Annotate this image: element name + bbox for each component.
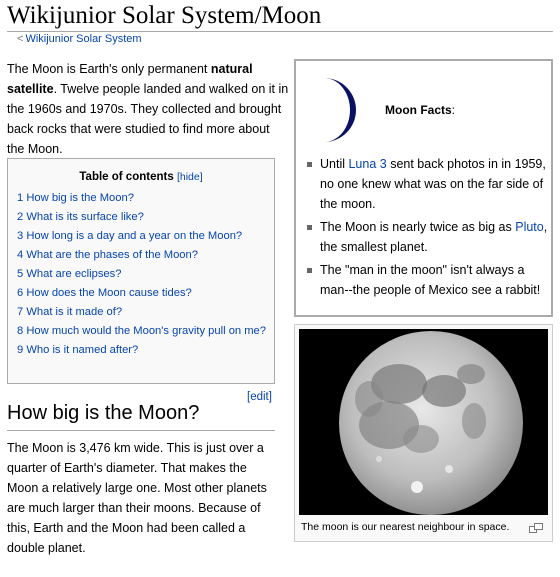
- fact-text: , the smallest planet.: [320, 220, 548, 254]
- toc-item-tides[interactable]: 6 How does the Moon cause tides?: [17, 287, 192, 299]
- table-of-contents: [7, 158, 275, 384]
- toc-item-gravity[interactable]: 8 How much would the Moon's gravity pull on me?: [17, 325, 267, 337]
- moon-photo[interactable]: [299, 329, 548, 515]
- toc-item-size[interactable]: 1 How big is the Moon?: [17, 192, 134, 204]
- moon-facts-list: [306, 154, 552, 303]
- moon-photo-graphic: [299, 329, 548, 515]
- enlarge-icon[interactable]: [529, 523, 543, 533]
- fact-text: The Moon is nearly twice as big as: [320, 220, 516, 234]
- toc-item-day-year[interactable]: 3 How long is a day and a year on the Moon?: [17, 230, 243, 242]
- intro-text-end: . Twelve people landed and walked on it in the 1960s and 1970s. They collected and brought back rocks that were studied to find more about the Moon.: [7, 82, 289, 156]
- heading-divider: [7, 430, 275, 431]
- title-divider: [7, 31, 553, 32]
- section-paragraph: The Moon is 3,476 km wide. This is just over a quarter of Earth's diameter. That makes the Moon a relatively large one. Most other planets are much larger than their moons. Because of this, Earth and the Moon had been called a double planet.: [7, 441, 267, 555]
- section-heading: How big is the Moon?: [7, 402, 200, 424]
- toc-header: [8, 171, 274, 183]
- toc-item-composition[interactable]: 7 What is it made of?: [17, 306, 123, 318]
- pluto-link[interactable]: Pluto: [515, 220, 544, 234]
- fact-text: The "man in the moon" isn't always a man--the people of Mexico see a rabbit!: [320, 263, 541, 297]
- toc-item-surface[interactable]: 2 What is its surface like?: [17, 211, 144, 223]
- intro-text-start: The Moon is Earth's only permanent: [7, 62, 211, 76]
- moon-facts-colon: :: [451, 103, 456, 117]
- fact-item: [306, 260, 552, 300]
- toc-title: Table of contents: [79, 171, 174, 183]
- moon-facts-title: Moon Facts: [385, 103, 452, 117]
- moon-image-thumbnail: [294, 324, 553, 542]
- toc-item-eclipses[interactable]: 5 What are eclipses?: [17, 268, 122, 280]
- toc-list: [17, 189, 267, 360]
- bullet-icon: [307, 225, 312, 230]
- moon-facts-box: [294, 59, 553, 317]
- bullet-icon: [307, 268, 312, 273]
- fact-text: sent back photos in in 1959, no one knew what was on the far side of the moon.: [320, 157, 546, 211]
- bullet-icon: [307, 162, 312, 167]
- toc-item-name[interactable]: 9 Who is it named after?: [17, 344, 139, 356]
- natural-satellite-link[interactable]: natural satellite: [7, 62, 253, 96]
- breadcrumb-link[interactable]: Wikijunior Solar System: [25, 33, 142, 45]
- crescent-moon-icon: [314, 75, 370, 145]
- fact-text: Until: [320, 157, 349, 171]
- section-edit-link[interactable]: [edit]: [247, 391, 272, 403]
- luna-3-link[interactable]: Luna 3: [348, 157, 387, 171]
- intro-paragraph: [7, 59, 290, 159]
- toc-item-phases[interactable]: 4 What are the phases of the Moon?: [17, 249, 198, 261]
- moon-facts-label: [385, 103, 455, 117]
- page-title: Wikijunior Solar System/Moon: [7, 2, 322, 29]
- toc-hide-link[interactable]: [hide]: [176, 171, 203, 183]
- image-caption: The moon is our nearest neighbour in space.: [301, 521, 510, 533]
- breadcrumb: [17, 33, 142, 45]
- fact-item: [306, 154, 552, 214]
- fact-item: [306, 217, 552, 257]
- breadcrumb-chevron-icon: <: [17, 33, 24, 45]
